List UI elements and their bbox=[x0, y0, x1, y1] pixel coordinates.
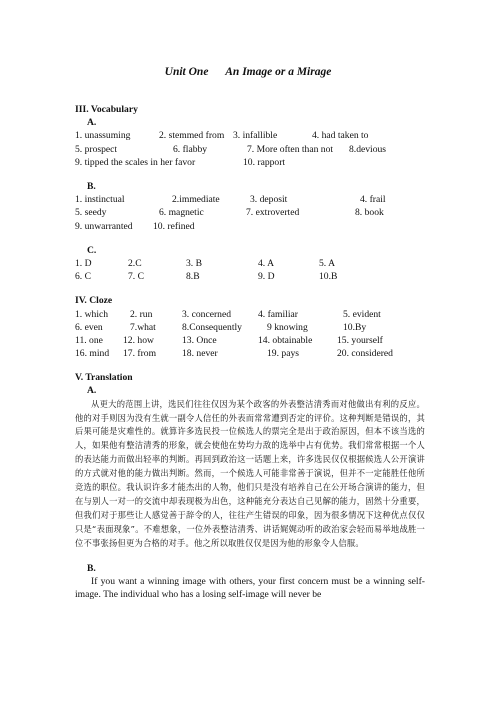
answer-item: 9. D bbox=[258, 271, 275, 283]
section-heading-translation: V. Translation bbox=[75, 372, 133, 384]
answer-item: 7. More often than not bbox=[247, 143, 334, 155]
vocab-b-row bbox=[75, 193, 425, 206]
answer-item: 7. C bbox=[128, 271, 144, 283]
answer-item: 11. one bbox=[75, 334, 103, 346]
answer-item: 9 knowing bbox=[267, 321, 308, 333]
answer-item: 2. stemmed from bbox=[159, 130, 225, 142]
answer-item: 2. run bbox=[130, 308, 153, 320]
section-heading-vocabulary: III. Vocabulary bbox=[75, 104, 138, 115]
answer-item: 19. pays bbox=[267, 348, 299, 360]
answer-item: 5. evident bbox=[343, 308, 381, 320]
answer-item: 3. B bbox=[186, 257, 202, 269]
translation-paragraph-chinese: 从更大的范围上讲，选民们往往仅因为某个政客的外表整洁清秀而对他做出有利的反应。他的对手则因为没有生就一副令人信任的外表而常常遭到否定的评价。这种判断是错误的，其后果可能是灾难性的。就算许多选民投一位候选人的票完全是出于政治原因，但本不该当选的人，如果他有整洁清秀的形象，就会使他在势均力敌的选举中占有优势。我们常常根据一个人的表达能力而做出轻率的判断。再回到政治这一话题上来，许多选民仅仅根据候选人公开演讲的方式就对他的能力做出判断。然而，一个候选人可能非常善于演说，但并不一定能胜任他所竞选的职位。我认识许多才能杰出的人物，他们只是没有培养自己在公开场合演讲的能力，但在与别人一对一的交流中却表现极为出色，这种能充分表达自己见解的能力，固然十分重要，但我们对于那些让人感觉善于辞令的人，往往产生错误的印象，因为很多情况下这种优点仅仅只是“表面现象”。不难想象，一位外表整洁清秀、讲话娓娓动听的政治家会轻而易举地战胜一位不事张扬但更为合格的对手。他之所以取胜仅仅是因为他的形象令人信服。 bbox=[75, 398, 425, 548]
answer-item: 4. A bbox=[258, 257, 274, 269]
answer-item: 8.Consequently bbox=[182, 321, 242, 333]
answer-item: 7.what bbox=[130, 321, 156, 333]
answer-item: 3. deposit bbox=[250, 194, 288, 206]
answer-item: 10.By bbox=[343, 321, 367, 333]
answer-item: 14. obtainable bbox=[258, 334, 313, 346]
answer-item: 1. instinctual bbox=[75, 194, 125, 206]
answer-item: 10.B bbox=[319, 271, 338, 283]
answer-item: 2.C bbox=[128, 257, 142, 269]
answer-item: 9. tipped the scales in her favor bbox=[75, 156, 196, 168]
answer-item: 12. how bbox=[123, 334, 154, 346]
section-heading-cloze: IV. Cloze bbox=[75, 295, 113, 307]
answer-item: 6. even bbox=[75, 321, 103, 333]
vocab-c-row bbox=[75, 270, 425, 283]
answer-item: 7. extroverted bbox=[246, 207, 300, 219]
answer-item: 3. infallible bbox=[233, 130, 278, 142]
translation-paragraph-english: If you want a winning image with others, your first concern must be a winning self-image. The individual who has a losing self-image will never be bbox=[75, 575, 425, 601]
vocab-a-row bbox=[75, 129, 425, 142]
vocab-c-row bbox=[75, 257, 425, 270]
subsection-label-c: C. bbox=[87, 244, 97, 256]
answer-item: 4. had taken to bbox=[312, 130, 369, 142]
answer-item: 5. A bbox=[319, 257, 335, 269]
answer-item: 20. considered bbox=[337, 348, 393, 360]
vocab-a-row bbox=[75, 156, 425, 169]
answer-item: 5. seedy bbox=[75, 207, 107, 219]
subsection-label-a: A. bbox=[87, 117, 97, 129]
cloze-row bbox=[75, 347, 425, 360]
answer-item: 13. Once bbox=[182, 334, 217, 346]
cloze-row bbox=[75, 308, 425, 321]
answer-item: 16. mind bbox=[75, 348, 110, 360]
vocab-a-row bbox=[75, 143, 425, 156]
vocab-b-row bbox=[75, 220, 425, 233]
answer-item: 17. from bbox=[123, 348, 157, 360]
answer-item: 1. D bbox=[75, 257, 92, 269]
answer-item: 1. unassuming bbox=[75, 130, 131, 142]
page-title: Unit One An Image or a Mirage bbox=[164, 66, 332, 78]
answer-item: 18. never bbox=[182, 348, 218, 360]
answer-item: 15. yourself bbox=[337, 334, 383, 346]
answer-item: 6. flabby bbox=[173, 143, 208, 155]
subsection-label-a: A. bbox=[87, 385, 97, 397]
answer-item: 8.devious bbox=[349, 143, 387, 155]
answer-item: 1. which bbox=[75, 308, 109, 320]
answer-item: 5. prospect bbox=[75, 143, 118, 155]
subsection-label-b: B. bbox=[87, 180, 96, 192]
answer-item: 9. unwarranted bbox=[75, 220, 133, 232]
answer-item: 4. familiar bbox=[258, 308, 298, 320]
answer-key bbox=[75, 103, 425, 601]
subsection-label-b: B. bbox=[87, 562, 96, 574]
answer-item: 10. rapport bbox=[243, 156, 286, 168]
answer-item: 4. frail bbox=[360, 194, 386, 206]
answer-item: 10. refined bbox=[153, 220, 195, 232]
answer-item: 6. magnetic bbox=[159, 207, 204, 219]
answer-item: 2.immediate bbox=[172, 194, 220, 206]
cloze-row bbox=[75, 321, 425, 334]
vocab-b-row bbox=[75, 206, 425, 219]
answer-item: 6. C bbox=[75, 271, 91, 283]
cloze-row bbox=[75, 334, 425, 347]
answer-item: 8.B bbox=[186, 271, 200, 283]
answer-item: 8. book bbox=[355, 207, 384, 219]
answer-item: 3. concerned bbox=[182, 308, 232, 320]
